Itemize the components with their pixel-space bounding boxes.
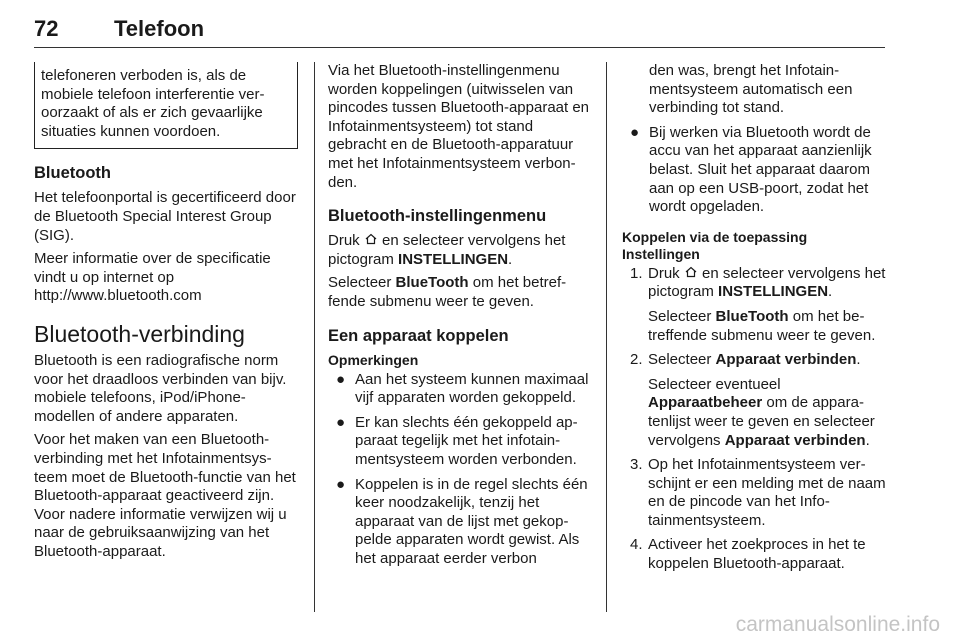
step-2-detail (622, 376, 886, 450)
settings-menu-heading: Bluetooth-instellingenmenu (328, 207, 547, 226)
text-period: . (865, 431, 870, 449)
step-number: 3. (630, 456, 643, 474)
page-number: 72 (34, 16, 59, 41)
text-submenu: om het betreffende submenu weer te geven. (328, 274, 567, 310)
step-text: Activeer het zoekproces in het te koppelen Bluetooth-apparaat. (648, 536, 866, 573)
text-period: . (828, 283, 833, 301)
text-apparatenlijst: om de apparatenlijst weer te geven en selecteer vervolgens (648, 394, 875, 449)
warning-box (34, 62, 298, 149)
step-number: 4. (630, 536, 643, 554)
bullet-text: Aan het systeem kunnen maximaal vijf apparaten worden gekoppeld. (355, 370, 589, 407)
intro-paragraph: Via het Bluetooth-instellingenmenu worden koppelingen (uitwisselen van pincodes tussen Bluetooth-apparaat en Infotainmentsysteem) tot stand gebracht en de Bluetooth-apparatuur met het Infotainmentsysteem verbonden. (328, 62, 590, 191)
pair-device-heading: Een apparaat koppelen (328, 326, 509, 345)
step-number: 2. (630, 351, 643, 369)
bullet-marker: ● (336, 370, 346, 388)
text-instellingen: INSTELLINGEN (398, 250, 509, 268)
text-selecteer-eventueel: Selecteer eventueel (648, 375, 781, 393)
page-header (34, 14, 885, 48)
settings-menu-paragraph-1 (328, 232, 590, 269)
text-instruction: en selecteer vervolgens het pictogram (648, 264, 886, 301)
text-apparaat-verbinden: Apparaat verbinden (724, 431, 866, 449)
bullet-text: Koppelen is in de regel slechts één keer noodzakelijk, tenzij het apparaat van de lijst met gekoppelde apparaten wordt gewist. Als het apparaat eerder verbon (355, 475, 588, 567)
text-druk: Druk (328, 232, 360, 250)
step-2 (622, 351, 886, 370)
text-apparaat-verbinden: Apparaat verbinden (715, 351, 857, 369)
text-apparaatbeheer: Apparaatbeheer (648, 394, 763, 412)
connection-paragraph-1: Bluetooth is een radiografische norm voor het draadloos verbinden van bijv. mobiele telefoons, iPod/iPhone-modellen of andere apparaten. (34, 351, 287, 425)
text-druk: Druk (648, 264, 680, 282)
bluetooth-paragraph-1: Het telefoonportal is gecertificeerd door de Bluetooth Special Interest Group (SIG). (34, 189, 296, 244)
step-text: Op het Infotainmentsysteem verschijnt er een melding met de naam en de pincode van het Infotainmentsysteem. (648, 456, 886, 529)
text-selecteer: Selecteer (328, 274, 392, 292)
bullet-text: Er kan slechts één gekoppeld apparaat tegelijk met het infotainmentsysteem worden verbonden. (355, 413, 578, 468)
bullet-marker: ● (336, 413, 346, 431)
warning-box-text: telefoneren verboden is, als de mobiele telefoon interferentie veroorzaakt of als er zich gevaarlijke situaties kunnen voordoen. (41, 67, 265, 140)
step-4 (622, 536, 886, 573)
text-selecteer: Selecteer (648, 351, 712, 369)
settings-menu-paragraph-2 (328, 274, 590, 311)
column-1 (34, 62, 298, 566)
heading-line-1: Koppelen via de toepassing (622, 228, 808, 245)
bullet-text: den was, brengt het Infotainmentsysteem automatisch een verbinding tot stand. (649, 62, 853, 117)
step-1-detail (622, 308, 886, 345)
text-submenu: om het betreffende submenu weer te geven. (648, 307, 876, 344)
step-1 (622, 265, 886, 302)
bullet-text: Bij werken via Bluetooth wordt de accu van het apparaat aanzienlijk belast. Sluit het apparaat daarom aan op een USB-poort, zodat het wordt opgeladen. (649, 123, 872, 216)
step-number: 1. (630, 264, 643, 282)
column-divider-2 (606, 62, 607, 612)
bluetooth-paragraph-2: Meer informatie over de specificatie vindt u op internet op http://www.bluetooth.com (34, 250, 271, 305)
home-icon (364, 232, 378, 251)
list-item (622, 124, 886, 217)
text-period: . (508, 250, 513, 268)
text-bluetooth: BlueTooth (395, 274, 469, 292)
bullet-marker: ● (336, 475, 346, 493)
text-instellingen: INSTELLINGEN (718, 283, 829, 301)
pair-via-settings-heading (622, 229, 886, 263)
heading-line-2: Instellingen (622, 245, 700, 262)
home-icon (684, 265, 698, 284)
bluetooth-connection-heading: Bluetooth-verbinding (34, 320, 245, 347)
connection-paragraph-2: Voor het maken van een Bluetooth-verbinding met het Infotainmentsysteem moet de Bluetooth-functie van het Bluetooth-apparaat geactiveerd zijn. Voor nadere informatie verwijzen wij u naar de gebruiksaanwijzing van het Bluetooth-apparaat. (34, 431, 296, 560)
watermark: carmanualsonline.info (735, 613, 940, 636)
list-item (328, 414, 590, 470)
list-item (328, 476, 590, 569)
bullet-marker: ● (630, 123, 640, 141)
text-bluetooth: BlueTooth (715, 307, 789, 325)
text-period: . (856, 351, 861, 369)
column-3 (622, 62, 886, 580)
text-selecteer: Selecteer (648, 307, 712, 325)
list-item-continued (622, 62, 886, 118)
bluetooth-heading: Bluetooth (34, 164, 111, 183)
notes-heading: Opmerkingen (328, 351, 419, 368)
step-3 (622, 456, 886, 530)
page-title: Telefoon (114, 16, 205, 41)
text-instruction: en selecteer vervolgens het pictogram (328, 232, 566, 268)
column-2 (328, 62, 590, 574)
column-divider-1 (314, 62, 315, 612)
list-item (328, 371, 590, 408)
